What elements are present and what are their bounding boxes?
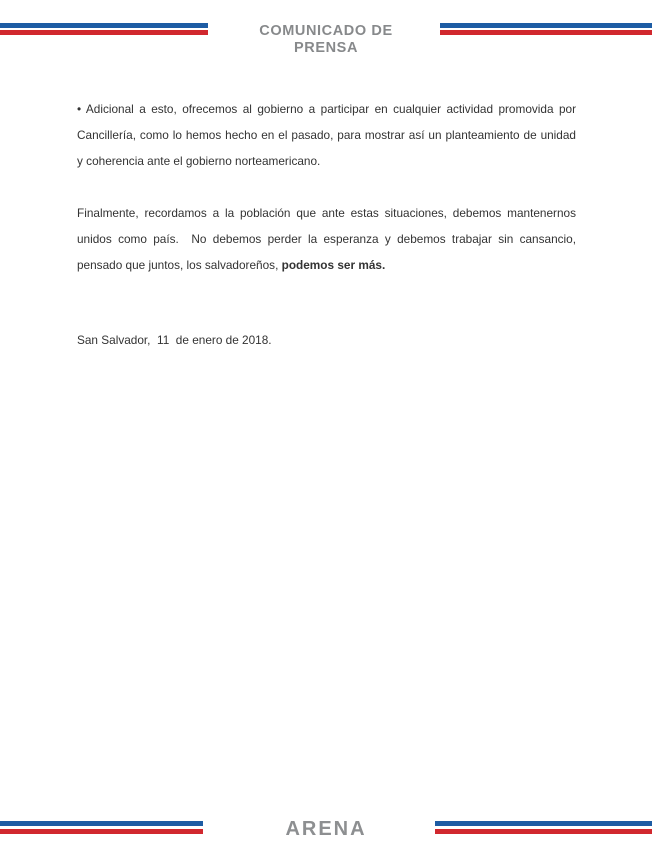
paragraph-offer: • Adicional a esto, ofrecemos al gobierno a participar en cualquier actividad promovida por Cancillería, como lo hemos hecho en el pasado, para mostrar así un planteamiento de unidad y coherencia ante el gobierno norteamericano. <box>77 102 576 168</box>
dateline: San Salvador, 11 de enero de 2018. <box>77 333 272 347</box>
document-title <box>0 23 652 56</box>
bold-phrase: podemos ser más. <box>281 258 386 272</box>
press-release-body <box>77 96 576 353</box>
footer-brand: ARENA <box>285 818 367 840</box>
paragraph-closing <box>77 200 576 278</box>
document-title-line-1: COMUNICADO DE <box>259 23 393 39</box>
document-title-line-2: PRENSA <box>293 39 359 56</box>
paragraph-closing-text: Finalmente, recordamos a la población que ante estas situaciones, debemos mantenernos unidos como país. No debemos perder la esperanza y debemos trabajar sin cansancio, pensado que juntos, los salvadoreños, <box>77 206 576 272</box>
